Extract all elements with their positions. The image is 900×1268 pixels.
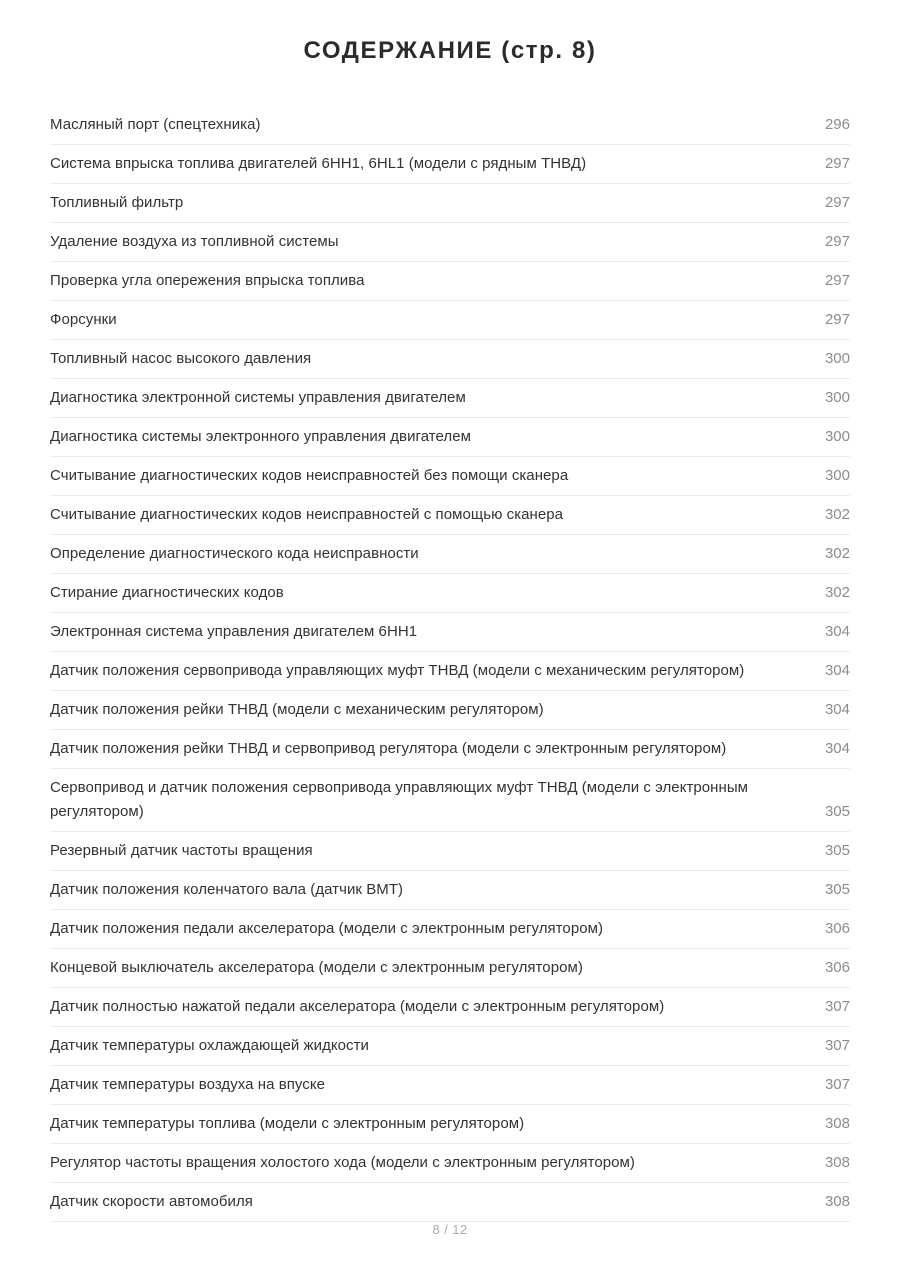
toc-entry-page-number: 302 [824,583,850,601]
toc-entry[interactable] [50,832,850,871]
toc-entry-title: Форсунки [50,310,117,328]
toc-entry[interactable] [50,1144,850,1183]
toc-entry-title: Датчик температуры воздуха на впуске [50,1075,326,1093]
toc-entry[interactable] [50,769,850,832]
toc-entry-page-number: 306 [824,958,850,976]
toc-entry-page-number: 300 [824,427,850,445]
toc-entry-title: Датчик температуры охлаждающей жидкости [50,1036,369,1054]
toc-entry[interactable] [50,184,850,223]
toc-entry-page-number: 304 [824,622,850,640]
toc-entry[interactable] [50,1183,850,1222]
toc-entry-page-number: 302 [824,544,850,562]
toc-entry[interactable] [50,340,850,379]
page-footer: 8 / 12 [432,1221,468,1237]
toc-entry-page-number: 297 [824,232,850,250]
toc-entry-page-number: 305 [824,880,850,898]
toc-entry[interactable] [50,574,850,613]
toc-entry-title: Регулятор частоты вращения холостого хода (модели с электронным регулятором) [50,1153,635,1171]
toc-entry-page-number: 304 [824,700,850,718]
toc-entry-title: Удаление воздуха из топливной системы [50,232,339,250]
toc-entry-page-number: 304 [824,739,850,757]
toc-entry-title: Считывание диагностических кодов неисправностей с помощью сканера [50,505,564,523]
toc-entry-title: Датчик положения педали акселератора (модели с электронным регулятором) [50,919,604,937]
toc-entry-page-number: 300 [824,388,850,406]
toc-entry-title: Датчик температуры топлива (модели с электронным регулятором) [50,1114,525,1132]
toc-entry-page-number: 305 [824,841,850,859]
toc-entry[interactable] [50,910,850,949]
toc-entry-title: Сервопривод и датчик положения сервопривода управляющих муфт ТНВД (модели с электронным регулятором) [50,778,749,820]
toc-entry-title: Масляный порт (спецтехника) [50,115,261,133]
toc-entry[interactable] [50,496,850,535]
toc-entry[interactable] [50,1105,850,1144]
toc-entry-title: Проверка угла опережения впрыска топлива [50,271,365,289]
toc-entry-title: Топливный фильтр [50,193,184,211]
toc-entry-page-number: 307 [824,1036,850,1054]
toc-entry-page-number: 300 [824,466,850,484]
toc-entry-page-number: 306 [824,919,850,937]
toc-entry-page-number: 297 [824,154,850,172]
toc-entry-title: Датчик положения коленчатого вала (датчик ВМТ) [50,880,404,898]
toc-entry[interactable] [50,613,850,652]
toc-entry-title: Датчик полностью нажатой педали акселератора (модели с электронным регулятором) [50,997,665,1015]
toc-entry[interactable] [50,105,850,145]
toc-entry[interactable] [50,1027,850,1066]
toc-entry-title: Датчик скорости автомобиля [50,1192,253,1210]
toc-entry-title: Система впрыска топлива двигателей 6HH1, 6HL1 (модели с рядным ТНВД) [50,154,587,172]
toc-entry[interactable] [50,691,850,730]
toc-entry[interactable] [50,145,850,184]
toc-entry[interactable] [50,535,850,574]
toc-entry-page-number: 304 [824,661,850,679]
toc-entry[interactable] [50,262,850,301]
toc-entry[interactable] [50,730,850,769]
toc-entry[interactable] [50,871,850,910]
toc-entry-title: Резервный датчик частоты вращения [50,841,313,859]
toc-entry-title: Стирание диагностических кодов [50,583,284,601]
toc-entry[interactable] [50,652,850,691]
toc-entry-page-number: 297 [824,193,850,211]
table-of-contents [50,105,850,1222]
toc-entry[interactable] [50,418,850,457]
toc-entry-page-number: 296 [824,115,850,133]
page-title: СОДЕРЖАНИЕ (стр. 8) [303,37,597,64]
toc-entry-page-number: 308 [824,1192,850,1210]
toc-entry-title: Датчик положения рейки ТНВД и сервопривод регулятора (модели с электронным регулятором) [50,739,727,757]
toc-entry[interactable] [50,988,850,1027]
toc-entry-page-number: 297 [824,271,850,289]
toc-entry-title: Топливный насос высокого давления [50,349,312,367]
toc-entry-page-number: 305 [824,802,850,820]
toc-entry-page-number: 302 [824,505,850,523]
toc-entry-title: Электронная система управления двигателем 6HH1 [50,622,418,640]
toc-entry-page-number: 300 [824,349,850,367]
toc-entry-page-number: 308 [824,1114,850,1132]
toc-entry-page-number: 308 [824,1153,850,1171]
toc-entry[interactable] [50,457,850,496]
toc-entry-page-number: 307 [824,997,850,1015]
toc-entry-title: Считывание диагностических кодов неисправностей без помощи сканера [50,466,569,484]
toc-entry-title: Диагностика системы электронного управления двигателем [50,427,471,445]
toc-entry[interactable] [50,301,850,340]
toc-entry[interactable] [50,223,850,262]
toc-entry[interactable] [50,1066,850,1105]
toc-entry-page-number: 297 [824,310,850,328]
toc-entry-title: Датчик положения рейки ТНВД (модели с механическим регулятором) [50,700,544,718]
toc-entry[interactable] [50,949,850,988]
toc-entry-title: Определение диагностического кода неисправности [50,544,419,562]
toc-entry[interactable] [50,379,850,418]
toc-entry-title: Датчик положения сервопривода управляющих муфт ТНВД (модели с механическим регулятором) [50,661,745,679]
toc-entry-title: Концевой выключатель акселератора (модели с электронным регулятором) [50,958,583,976]
toc-entry-title: Диагностика электронной системы управления двигателем [50,388,466,406]
toc-entry-page-number: 307 [824,1075,850,1093]
